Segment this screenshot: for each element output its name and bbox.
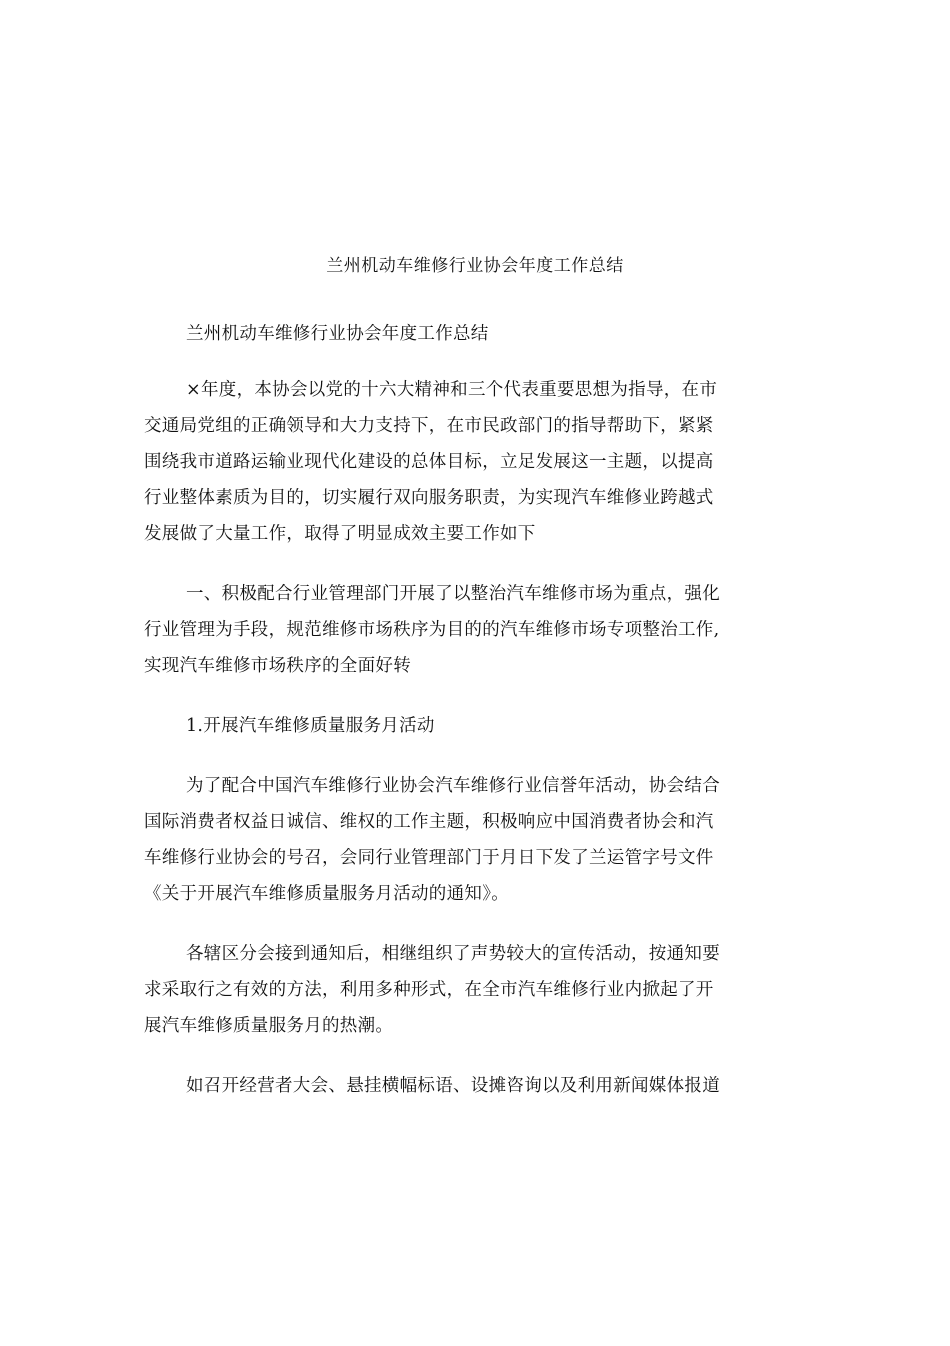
text-line: 为了配合中国汽车维修行业协会汽车维修行业信誉年活动，协会结合 <box>186 776 720 796</box>
text-line: 兰州机动车维修行业协会年度工作总结 <box>186 324 489 344</box>
text-line: 《关于开展汽车维修质量服务月活动的通知》。 <box>144 884 510 904</box>
document-body <box>144 316 756 1128</box>
text-line: 实现汽车维修市场秩序的全面好转 <box>144 656 411 676</box>
text-line: 各辖区分会接到通知后，相继组织了声势较大的宣传活动，按通知要 <box>186 944 720 964</box>
text-line: 一、积极配合行业管理部门开展了以整治汽车维修市场为重点，强化 <box>186 584 720 604</box>
paragraph-examples <box>144 1068 756 1104</box>
text-line: 行业管理为手段，规范维修市场秩序为目的的汽车维修市场专项整治工作, <box>144 620 720 640</box>
text-line: 国际消费者权益日诚信、维权的工作主题，积极响应中国消费者协会和汽 <box>144 812 714 832</box>
paragraph-section-one <box>144 576 756 684</box>
text-line: 交通局党组的正确领导和大力支持下，在市民政部门的指导帮助下，紧紧 <box>144 416 714 436</box>
text-line: 展汽车维修质量服务月的热潮。 <box>144 1016 394 1036</box>
text-line: 行业整体素质为目的，切实履行双向服务职责，为实现汽车维修业跨越式 <box>144 488 714 508</box>
text-line: 车维修行业协会的号召，会同行业管理部门于月日下发了兰运管字号文件 <box>144 848 714 868</box>
text-line: 发展做了大量工作，取得了明显成效主要工作如下 <box>144 524 536 544</box>
text-line: 如召开经营者大会、悬挂横幅标语、设摊咨询以及利用新闻媒体报道 <box>186 1076 720 1096</box>
paragraph-activity <box>144 768 756 912</box>
text-line: ×年度，本协会以党的十六大精神和三个代表重要思想为指导，在市 <box>186 380 718 400</box>
document-title: 兰州机动车维修行业协会年度工作总结 <box>326 256 624 276</box>
paragraph-subtitle <box>144 316 756 352</box>
text-line: 围绕我市道路运输业现代化建设的总体目标，立足发展这一主题，以提高 <box>144 452 714 472</box>
text-line: 1.开展汽车维修质量服务月活动 <box>186 716 435 736</box>
paragraph-subheading <box>144 708 756 744</box>
paragraph-intro <box>144 372 756 552</box>
paragraph-branches <box>144 936 756 1044</box>
text-line: 求采取行之有效的方法，利用多种形式，在全市汽车维修行业内掀起了开 <box>144 980 714 1000</box>
